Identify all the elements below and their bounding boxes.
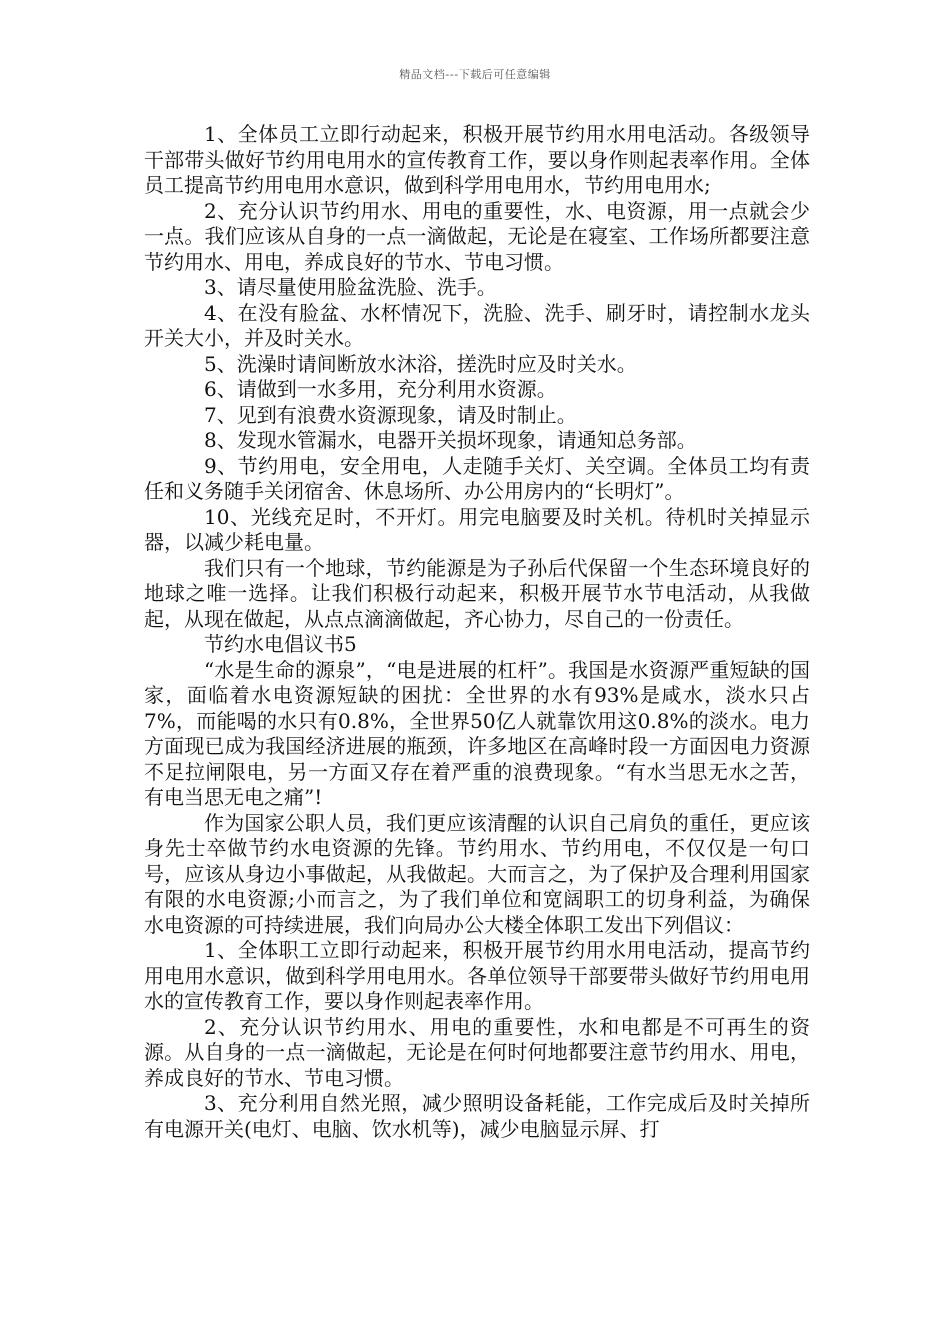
proposal-item-3: 3、充分利用自然光照，减少照明设备耗能，工作完成后及时关掉所有电源开关(电灯、电脑、饮水机等)，减少电脑显示屏、打 bbox=[144, 1091, 810, 1141]
document-body bbox=[144, 122, 810, 1142]
proposal-item-2: 2、充分认识节约用水、用电的重要性，水和电都是不可再生的资源。从自身的一点一滴做起，无论是在何时何地都要注意节约用水、用电，养成良好的节水、节电习惯。 bbox=[144, 1014, 810, 1090]
body-paragraph: 作为国家公职人员，我们更应该清醒的认识自己肩负的重任，更应该身先士卒做节约水电资源的先锋。节约用水、节约用电，不仅仅是一句口号，应该从身边小事做起，从我做起。大而言之，为了保护及合理利用国家有限的水电资源;小而言之，为了我们单位和宽阔职工的切身利益，为确保水电资源的可持续进展，我们向局办公大楼全体职工发出下列倡议： bbox=[144, 810, 810, 937]
intro-paragraph: “水是生命的源泉”，“电是进展的杠杆”。我国是水资源严重短缺的国家，面临着水电资源短缺的困扰：全世界的水有93%是咸水，淡水只占7%，而能喝的水只有0.8%，全世界50亿人就靠饮用这0.8%的淡水。电力方面现已成为我国经济进展的瓶颈，许多地区在高峰时段一方面因电力资源不足拉闸限电，另一方面又存在着严重的浪费现象。“有水当思无水之苦，有电当思无电之痛”! bbox=[144, 657, 810, 809]
paragraph-item-10: 10、光线充足时，不开灯。用完电脑要及时关机。待机时关掉显示器，以减少耗电量。 bbox=[144, 504, 810, 554]
proposal-item-1: 1、全体职工立即行动起来，积极开展节约用水用电活动，提高节约用电用水意识，做到科学用电用水。各单位领导干部要带头做好节约用电用水的宣传教育工作，要以身作则起表率作用。 bbox=[144, 938, 810, 1013]
paragraph-item-9: 9、节约用电，安全用电，人走随手关灯、关空调。全体员工均有责任和义务随手关闭宿舍、休息场所、办公用房内的“长明灯”。 bbox=[144, 453, 810, 503]
paragraph-item-4: 4、在没有脸盆、水杯情况下，洗脸、洗手、刷牙时，请控制水龙头开关大小，并及时关水。 bbox=[144, 300, 810, 350]
paragraph-item-8: 8、发现水管漏水，电器开关损坏现象，请通知总务部。 bbox=[204, 428, 697, 452]
page-header: 精品文档---下载后可任意编辑 bbox=[399, 68, 551, 81]
paragraph-item-7: 7、见到有浪费水资源现象，请及时制止。 bbox=[204, 402, 577, 427]
closing-paragraph: 我们只有一个地球，节约能源是为子孙后代保留一个生态环境良好的地球之唯一选择。让我们积极行动起来，积极开展节水节电活动，从我做起，从现在做起，从点点滴滴做起，齐心协力，尽自己的一份责任。 bbox=[144, 555, 810, 631]
paragraph-item-2: 2、充分认识节约用水、用电的重要性，水、电资源，用一点就会少一点。我们应该从自身的一点一滴做起，无论是在寝室、工作场所都要注意节约用水、用电，养成良好的节水、节电习惯。 bbox=[144, 198, 810, 274]
paragraph-item-1: 1、全体员工立即行动起来，积极开展节约用水用电活动。各级领导干部带头做好节约用电用水的宣传教育工作，要以身作则起表率作用。全体员工提高节约用电用水意识，做到科学用电用水，节约用电用水; bbox=[144, 122, 810, 197]
paragraph-item-3: 3、请尽量使用脸盆洗脸、洗手。 bbox=[204, 275, 497, 299]
paragraph-item-6: 6、请做到一水多用，充分利用水资源。 bbox=[204, 377, 557, 401]
section-heading: 节约水电倡议书5 bbox=[204, 632, 357, 656]
paragraph-item-5: 5、洗澡时请间断放水沐浴，搓洗时应及时关水。 bbox=[204, 351, 637, 376]
